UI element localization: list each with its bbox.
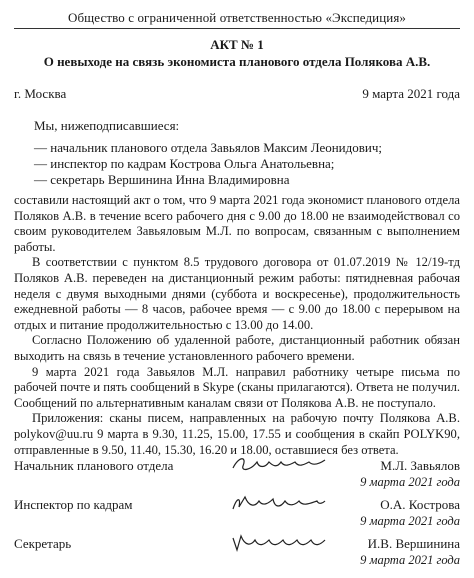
intro-line: Мы, нижеподписавшиеся:	[34, 118, 180, 133]
handwritten-signature	[229, 528, 329, 556]
signatory-name: И.В. Вершинина	[367, 536, 460, 551]
signatory-role: Инспектор по кадрам	[14, 497, 133, 512]
paragraph-statement: составили настоящий акт о том, что 9 марта 2021 года экономист планового отдела Поляков А.В. в течение всего рабочего дня с 9.00 до 18.00 не взаимодействовал со своим руководителем Завьяловым М.Л. по вопросам, связанным с выполнением работы.	[14, 193, 460, 254]
paragraph-attachments: Приложения: сканы писем, направленных на рабочую почту Полякова А.В. polykov@uu.ru 9 марта в 9.30, 11.25, 15.00, 17.55 и сообщения в скайп POLYK90, отправленные в 9.50, 11.40, 15.30, 16.20 и 18.00, оставшиеся без ответа.	[14, 411, 460, 457]
act-body	[14, 193, 460, 458]
member-line: — инспектор по кадрам Кострова Ольга Анатольевна;	[34, 156, 335, 171]
handwritten-signature	[229, 450, 329, 478]
signatory-role: Секретарь	[14, 536, 72, 551]
organization-name: Общество с ограниченной ответственностью «Экспедиция»	[67, 10, 407, 25]
signatory-name: М.Л. Завьялов	[380, 458, 460, 473]
paragraph-contract: В соответствии с пунктом 8.5 трудового договора от 01.07.2019 № 12/19-тд Поляков А.В. переведен на дистанционный режим работы: пятидневная рабочая неделя с двумя выходными днями (суббота и воскресенье), продолжительность ежедневной работы — 8 часов, рабочее время — с 9.00 до 18.00 с перерывом на отдых и питание продолжительностью с 13.00 до 14.00.	[14, 255, 460, 332]
signatory-name: О.А. Кострова	[380, 497, 460, 512]
signature-row	[14, 536, 460, 576]
signature-date: 9 марта 2021 года	[360, 514, 460, 528]
member-line: — секретарь Вершинина Инна Владимировна	[34, 172, 290, 187]
signature-date: 9 марта 2021 года	[360, 475, 460, 489]
paragraph-regulation: Согласно Положению об удаленной работе, дистанционный работник обязан выходить на связь в течение установленного рабочего времени.	[14, 333, 460, 363]
act-date: 9 марта 2021 года	[362, 86, 460, 101]
paragraph-facts: 9 марта 2021 года Завьялов М.Л. направил работнику четыре письма по рабочей почте и пять сообщений в Skype (сканы прилагаются). Ответа не получил. Сообщений по альтернативным каналам связи от Полякова А.В. не поступало.	[14, 364, 460, 410]
act-title: АКТ № 1	[210, 37, 264, 52]
handwritten-signature	[229, 489, 329, 517]
signature-date: 9 марта 2021 года	[360, 553, 460, 567]
header-rule	[14, 28, 460, 29]
member-line: — начальник планового отдела Завьялов Максим Леонидович;	[34, 140, 382, 155]
signatory-role: Начальник планового отдела	[14, 458, 174, 473]
city: г. Москва	[14, 86, 67, 101]
act-subject: О невыходе на связь экономиста планового отдела Полякова А.В.	[43, 54, 431, 69]
